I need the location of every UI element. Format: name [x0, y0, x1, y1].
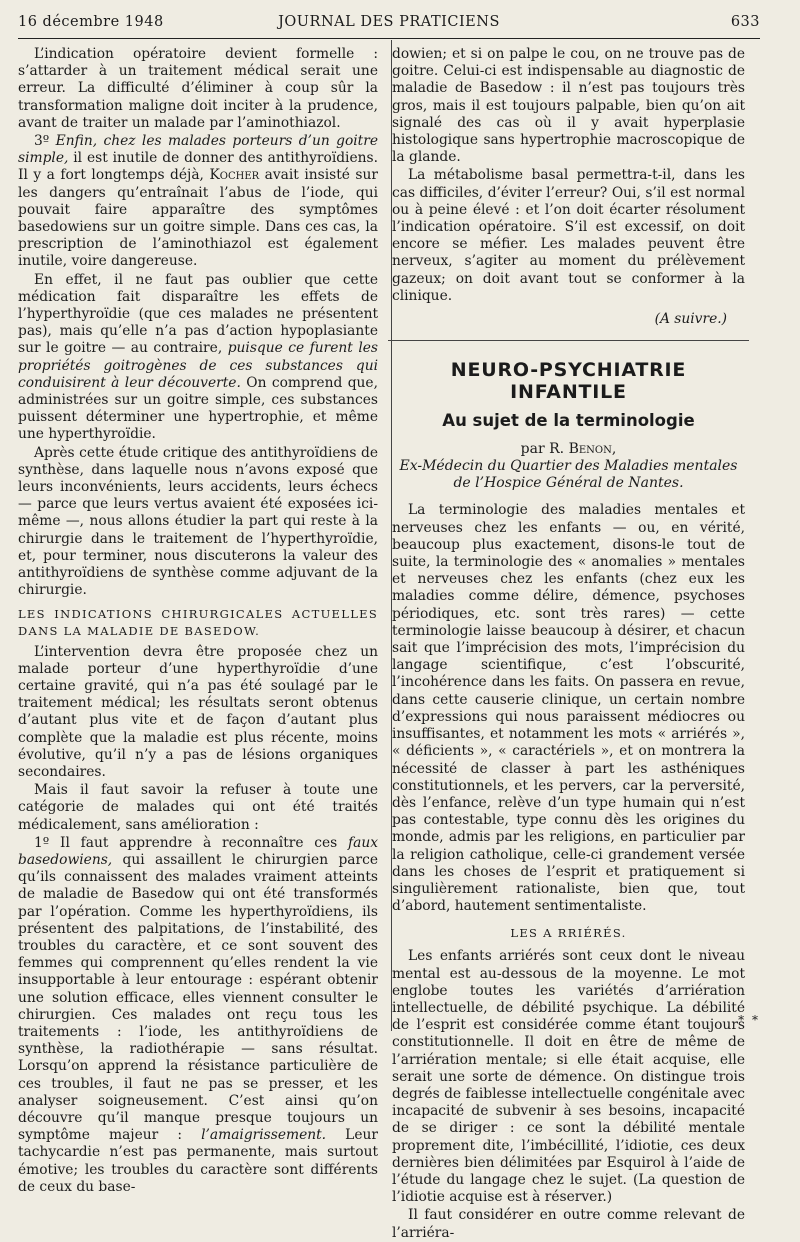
paragraph: 3º Enfin, chez les malades porteurs d’un goitre simple, il est inutile de donner des antithyroïdiens. Il y a fort longtemps déjà, Kocher avait insisté sur les dangers qu’entraînait l’abus de l’iode, qui pouvait faire apparaître des symptômes basedowiens sur un goitre simple. Dans ces cas, la prescription de l’aminothiazol est également inutile, voire dangereuse.	[18, 133, 378, 270]
section-heading: LES INDICATIONS CHIRURGICALES ACTUELLES DANS LA MALADIE DE BASEDOW.	[18, 606, 378, 638]
author-name: Kocher	[209, 167, 260, 184]
left-column	[18, 46, 378, 1196]
paragraph: En effet, il ne faut pas oublier que cette médication fait disparaître les effets de l’hyperthyroïdie (que ces malades ne présentent pas), mais qu’elle n’a pas d’action hypoplasiante sur le goitre — au contraire, puisque ce furent les propriétés goitrogènes de ces substances qui conduisirent à leur découverte. On comprend que, administrées sur un goitre simple, ces substances puissent déterminer une hypertrophie, et même une hyperthyroïdie.	[18, 271, 379, 443]
section-heading: LES A RRIÉRÉS.	[510, 926, 627, 941]
author-affiliation: Ex-Médecin du Quartier des Maladies mentales	[399, 458, 738, 475]
paragraph: Mais il faut savoir la refuser à toute une catégorie de malades qui ont été traités médicalement, sans amélioration :	[18, 782, 378, 833]
paragraph: La terminologie des maladies mentales et nerveuses chez les enfants — ou, en vérité, beaucoup plus exactement, disons-le tout de suite, la terminologie des « anomalies » mentales et nerveuses chez les enfants (chez eux les maladies comme délire, démence, psychoses périodiques, etc. sont très rares) — cette terminologie laisse beaucoup à désirer, et chacun sait que l’imprécision des mots, l’imprécision du langage scientifique, c’est l’obscurité, l’incohérence dans les faits. On passera en revue, dans cette causerie clinique, un certain nombre d’expressions qui nous paraissent médiocres ou insuffisantes, et notamment les mots « arriérés », « déficients », « caractériels », et on montrera la nécessité de classer à part les asthéniques constitutionnels, et les pervers, car la perversité, dès l’enfance, relève d’un type humain qui n’est pas contestable, type connu dès les origines du monde, admis par les religions, en particulier par la religion catholique, celle-ci grandement versée dans les choses de l’esprit et pratiquement si singulièrement rationaliste, bien que, tout d’abord, hautement sentimentaliste.	[392, 502, 745, 915]
paragraph: L’intervention devra être proposée chez un malade porteur d’une hyperthyroïdie d’une certaine gravité, qui n’a pas été soulagé par le traitement médical; les résultats seront obtenus d’autant plus vite et de façon d’autant plus complète que la maladie est plus récente, moins évolutive, qu’il n’y a pas de lésions organiques secondaires.	[18, 643, 378, 780]
rubric-heading: NEURO-PSYCHIATRIE INFANTILE	[450, 359, 687, 404]
paragraph: La métabolisme basal permettra-t-il, dans les cas difficiles, d’éviter l’erreur? Oui, s’il est normal ou à peine élevé : et l’on doit écarter résolument l’indication opératoire. S’il est excessif, on doit encore se méfier. Les malades peuvent être nerveux, s’agiter au moment du prélèvement gazeux; on doit avant tout se conformer à la clinique.	[392, 167, 745, 304]
header-rule	[18, 38, 760, 39]
right-column	[392, 46, 745, 1242]
article-title: Au sujet de la terminologie	[442, 411, 695, 431]
paragraph: Les enfants arriérés sont ceux dont le niveau mental est au-dessous de la moyenne. Le mot englobe toutes les variétés d’arriération intellectuelle, de débilité psychique. La débilité de l’esprit est considérée comme étant toujours constitutionnelle. Il doit en être de même de l’arriération mentale; si elle était acquise, elle serait une sorte de démence. On distingue trois degrés de faiblesse intellectuelle congénitale avec incapacité de subvenir à ses besoins, incapacité de se diriger : ce sont la débilité mentale proprement dite, l’imbécillité, l’idiotie, ces deux dernières bien délimitées par Esquirol à l’aide de l’étude du langage chez le sujet. (La question de l’idiotie acquise est à réserver.)	[392, 948, 745, 1206]
author-name: Benon	[568, 441, 612, 458]
author-affiliation: de l’Hospice Général de Nantes.	[453, 475, 684, 492]
header-journal-title: JOURNAL DES PRATICIENS	[278, 14, 500, 30]
paragraph: dowien; et si on palpe le cou, on ne trouve pas de goitre. Celui-ci est indispensable au diagnostic de maladie de Basedow : il n’est pas toujours très gros, mais il est toujours palpable, bien qu’on ait signalé des cas où il y avait hyperplasie histologique sans hypertrophie macroscopique de la glande.	[392, 46, 745, 166]
byline: par R. Benon,	[520, 441, 617, 458]
paragraph: 1º Il faut apprendre à reconnaître ces faux basedowiens, qui assaillent le chirurgien parce qu’ils connaissent des malades vraiment atteints de maladie de Basedow qui ont été transformés par l’opération. Comme les hyperthyroïdiens, ils présentent des palpitations, de l’instabilité, des troubles du caractère, et ce sont souvent des femmes qui comprennent qu’elles rendent la vie insupportable à leur entourage : espérant obtenir une solution efficace, elles viennent consulter le chirurgien. Ces malades ont reçu tous les traitements : l’iode, les antithyroïdiens de synthèse, la radiothérapie — sans résultat. Lorsqu’on apprend la résistance particulière de ces troubles, il faut ne pas se presser, et les analyser soigneusement. C’est ainsi qu’on découvre qu’il manque presque toujours un symptôme majeur : l’amaigrissement. Leur tachycardie n’est pas permanente, mais surtout émotive; les troubles du caractère sont différents de ceux du base-	[18, 834, 378, 1195]
article-divider	[388, 340, 749, 341]
paragraph: Il faut considérer en outre comme relevant de l’arriéra-	[392, 1207, 745, 1241]
paragraph: L’indication opératoire devient formelle : s’attarder à un traitement médical serait une erreur. La difficulté d’éliminer à coup sûr la transformation maligne doit inciter à la prudence, avant de traiter un malade par l’aminothiazol.	[18, 46, 378, 131]
header-date: 16 décembre 1948	[18, 14, 164, 30]
to-be-continued: (A suivre.)	[654, 311, 727, 328]
header-page-number: 633	[730, 14, 760, 30]
running-header	[18, 12, 760, 36]
footer-ornament: * *	[738, 1013, 760, 1027]
paragraph: Après cette étude critique des antithyroïdiens de synthèse, dans laquelle nous n’avons exposé que leurs inconvénients, leurs accidents, leurs échecs — parce que leurs vertus avaient été exposées ici-même —, nous allons étudier la part qui reste à la chirurgie dans le traitement de l’hyperthyroïdie, et, pour terminer, nous discuterons la valeur des antithyroïdiens de synthèse comme adjuvant de la chirurgie.	[18, 444, 378, 599]
